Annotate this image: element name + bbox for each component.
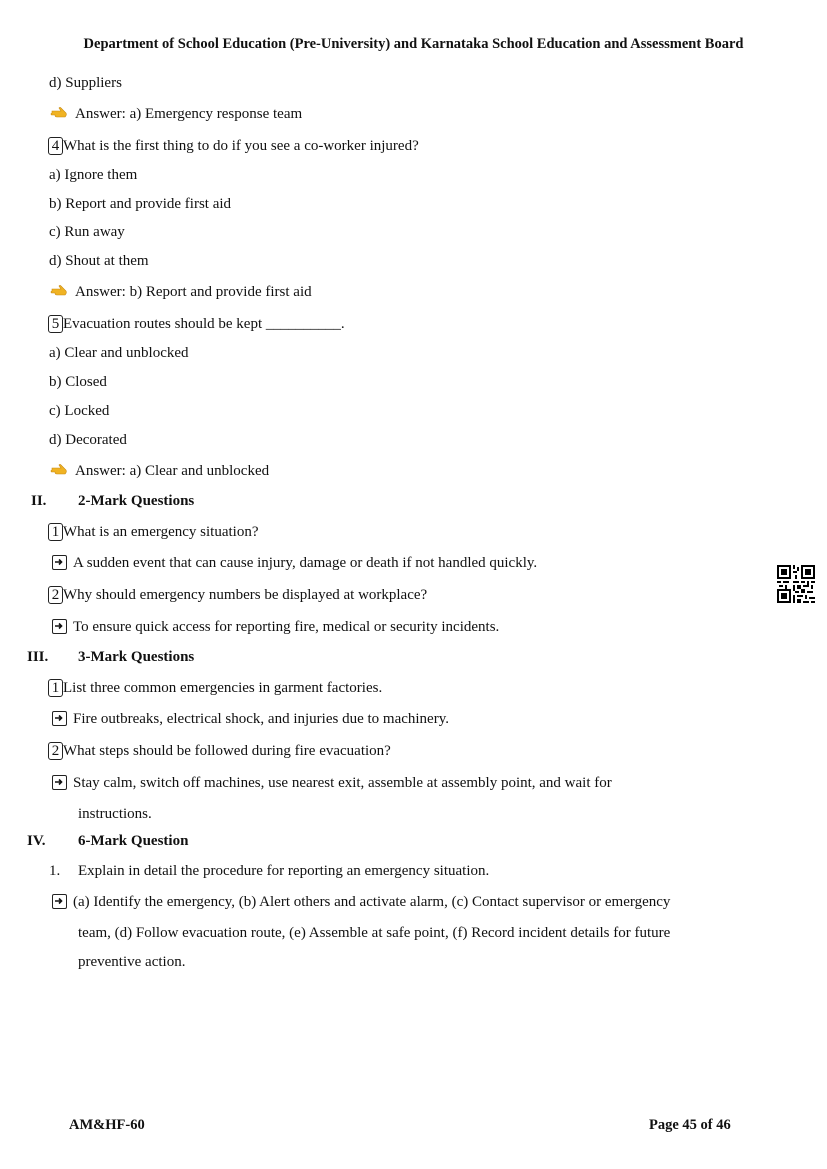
section-4-roman: IV. [27,833,46,849]
section-2-roman: II. [31,493,47,509]
s2-q2-text: Why should emergency numbers be displayed at workplace? [63,587,428,603]
q4-answer [50,283,312,301]
q3-option-d: d) Suppliers [49,75,122,91]
section-4-title: 6-Mark Question [78,833,189,849]
arrow-box-icon [52,619,67,634]
section-2-title: 2-Mark Questions [78,493,195,509]
q5-option-c: c) Locked [49,403,110,419]
s4-a1-text-line3: preventive action. [78,954,186,970]
q4-text: What is the first thing to do if you see a co-worker injured? [63,138,419,154]
s2-q1-text: What is an emergency situation? [63,524,259,540]
s4-q1-text: Explain in detail the procedure for reporting an emergency situation. [78,863,490,879]
pointing-hand-icon [50,283,70,299]
s3-q2-number: 2 [48,742,63,760]
s2-a1-text: A sudden event that can cause injury, damage or death if not handled quickly. [73,555,538,571]
q5-option-a: a) Clear and unblocked [49,345,189,361]
arrow-box-icon [52,555,67,570]
s2-q2 [48,586,427,604]
page-header: Department of School Education (Pre-University) and Karnataka School Education and Assessment Board [83,36,744,52]
q5-number: 5 [48,315,63,333]
s3-a1-text: Fire outbreaks, electrical shock, and injuries due to machinery. [73,711,449,727]
q5-option-d: d) Decorated [49,432,127,448]
footer-code: AM&HF-60 [69,1117,145,1133]
pointing-hand-icon [50,462,70,478]
q5-answer-text: Answer: a) Clear and unblocked [75,463,270,479]
q5-text: Evacuation routes should be kept __________. [63,316,345,332]
pointing-hand-icon [50,105,70,121]
arrow-box-icon [52,775,67,790]
q3-answer-text: Answer: a) Emergency response team [75,106,303,122]
s3-a1 [52,710,449,728]
s3-a2-text-line2: instructions. [78,806,152,822]
q4-question [48,137,419,155]
section-3-roman: III. [27,649,49,665]
s2-a1 [52,554,537,572]
qr-code-icon [777,565,815,603]
s2-a2 [52,618,499,636]
s4-a1 [52,893,670,911]
q4-option-a: a) Ignore them [49,167,138,183]
s3-q1-number: 1 [48,679,63,697]
q4-option-c: c) Run away [49,224,125,240]
s2-q1-number: 1 [48,523,63,541]
q5-option-b: b) Closed [49,374,107,390]
q4-option-b: b) Report and provide first aid [49,196,232,212]
s2-q1 [48,523,259,541]
q4-option-d: d) Shout at them [49,253,149,269]
arrow-box-icon [52,711,67,726]
q5-answer [50,462,269,480]
q4-answer-text: Answer: b) Report and provide first aid [75,284,312,300]
q5-question [48,315,345,333]
footer-page-number: Page 45 of 46 [649,1117,731,1133]
s4-a1-text-line1: (a) Identify the emergency, (b) Alert others and activate alarm, (c) Contact supervisor or emergency [73,894,671,910]
q4-number: 4 [48,137,63,155]
q3-answer [50,105,302,123]
s3-a2-text-line1: Stay calm, switch off machines, use nearest exit, assemble at assembly point, and wait for [73,775,612,791]
s3-q1 [48,679,382,697]
s3-q1-text: List three common emergencies in garment factories. [63,680,383,696]
s4-q1-number: 1. [49,863,61,879]
s3-a2 [52,774,612,792]
s4-a1-text-line2: team, (d) Follow evacuation route, (e) Assemble at safe point, (f) Record incident details for future [78,925,671,941]
s2-q2-number: 2 [48,586,63,604]
arrow-box-icon [52,894,67,909]
s3-q2 [48,742,391,760]
s3-q2-text: What steps should be followed during fire evacuation? [63,743,391,759]
section-3-title: 3-Mark Questions [78,649,195,665]
s2-a2-text: To ensure quick access for reporting fire, medical or security incidents. [73,619,500,635]
